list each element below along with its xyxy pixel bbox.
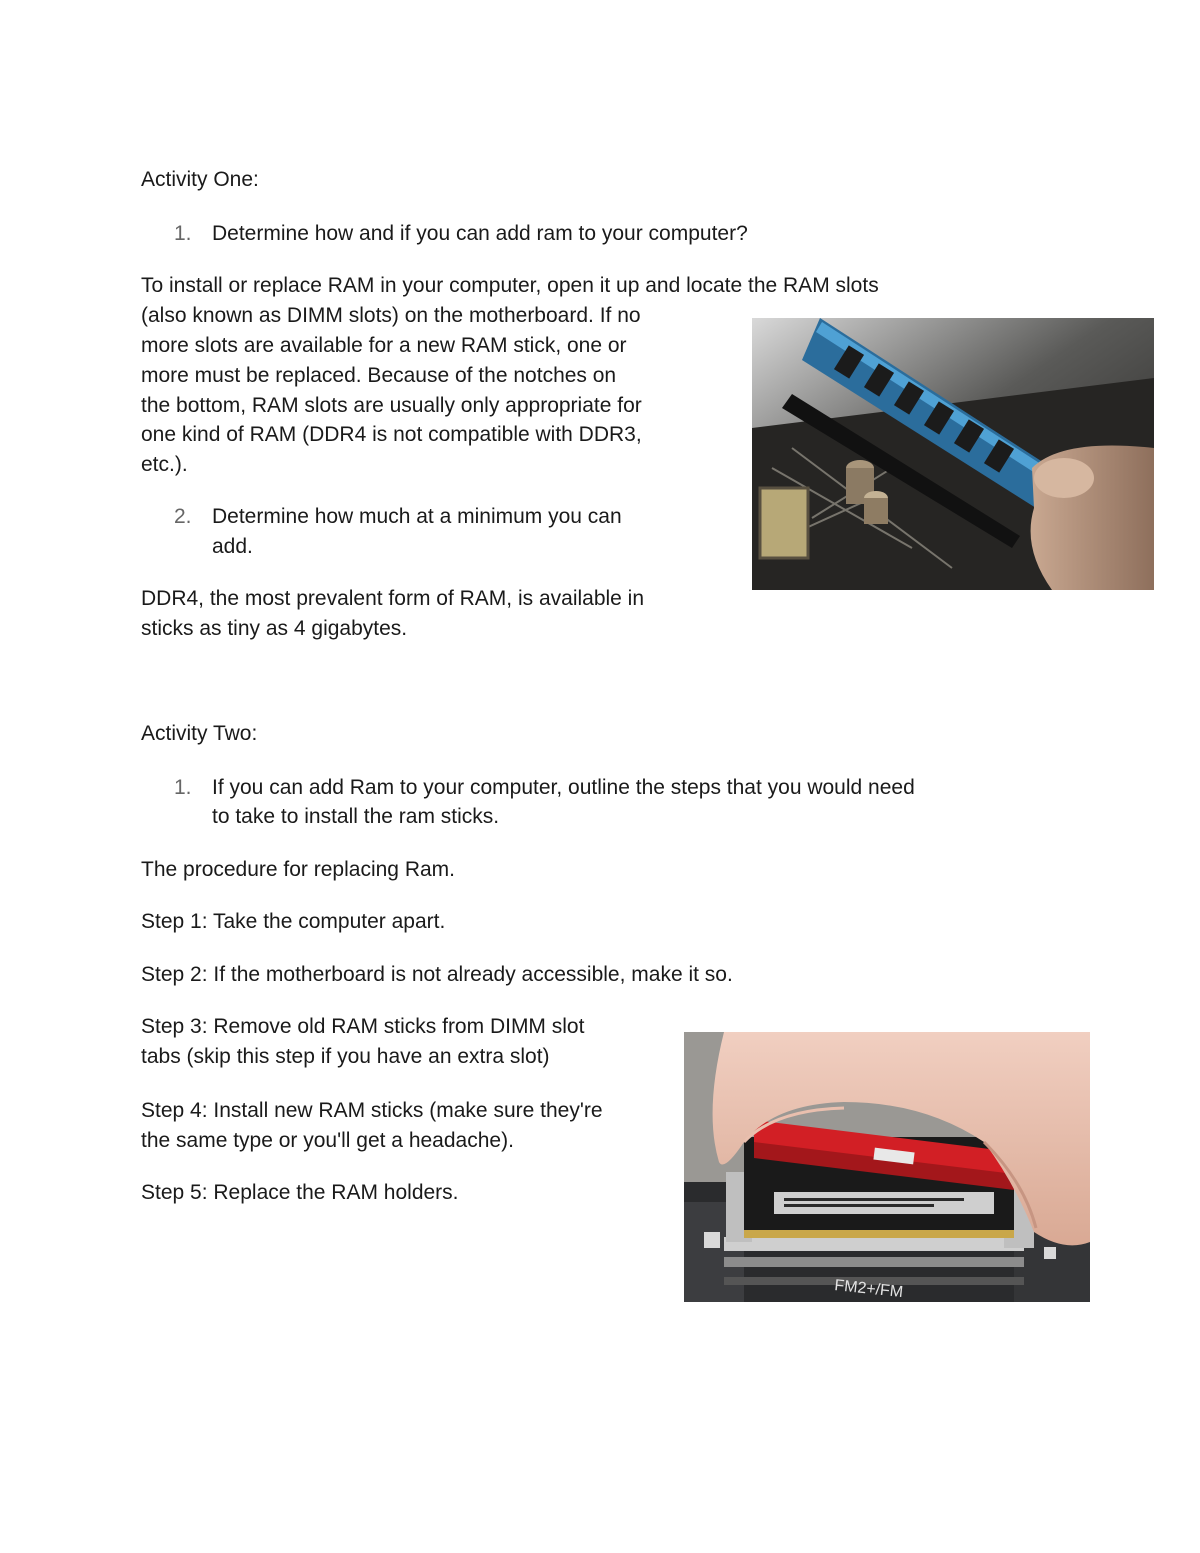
question-text: Determine how much at a minimum you can <box>212 505 622 528</box>
step-4: Step 4: Install new RAM sticks (make sure they're <box>141 1099 603 1122</box>
paragraph-line: DDR4, the most prevalent form of RAM, is available in <box>141 587 645 610</box>
paragraph-line: the bottom, RAM slots are usually only appropriate for <box>141 394 642 417</box>
activity-two-heading: Activity Two: <box>141 722 258 745</box>
activity-one-heading: Activity One: <box>141 168 259 191</box>
paragraph-line: To install or replace RAM in your computer, open it up and locate the RAM slots <box>141 274 879 297</box>
paragraph-line: more slots are available for a new RAM stick, one or <box>141 334 627 357</box>
list-number: 1. <box>174 222 192 245</box>
ram-stick-photo <box>752 318 1154 590</box>
step-2: Step 2: If the motherboard is not already accessible, make it so. <box>141 963 733 986</box>
list-number: 1. <box>174 776 192 799</box>
activity-two-question-1 <box>174 773 915 803</box>
step-3: Step 3: Remove old RAM sticks from DIMM slot <box>141 1015 585 1038</box>
paragraph-line: one kind of RAM (DDR4 is not compatible with DDR3, <box>141 423 642 446</box>
question-text: If you can add Ram to your computer, outline the steps that you would need <box>212 776 915 799</box>
paragraph-line: (also known as DIMM slots) on the motherboard. If no <box>141 304 641 327</box>
question-text-continued: add. <box>212 535 253 558</box>
step-1: Step 1: Take the computer apart. <box>141 910 446 933</box>
activity-one-question-1 <box>174 219 748 249</box>
activity-one-question-2 <box>174 502 622 532</box>
paragraph-line: more must be replaced. Because of the notches on <box>141 364 617 387</box>
question-text-continued: to take to install the ram sticks. <box>212 805 500 828</box>
step-4-continued: the same type or you'll get a headache). <box>141 1129 514 1152</box>
svg-text:FM2+/FM: FM2+/FM <box>833 1277 904 1302</box>
list-number: 2. <box>174 505 192 528</box>
procedure-intro: The procedure for replacing Ram. <box>141 858 455 881</box>
paragraph-line: etc.). <box>141 453 188 476</box>
step-3-continued: tabs (skip this step if you have an extra slot) <box>141 1045 550 1068</box>
question-text: Determine how and if you can add ram to your computer? <box>212 222 748 245</box>
step-5: Step 5: Replace the RAM holders. <box>141 1181 459 1204</box>
ram-install-photo <box>684 1032 1090 1302</box>
paragraph-line: sticks as tiny as 4 gigabytes. <box>141 617 408 640</box>
